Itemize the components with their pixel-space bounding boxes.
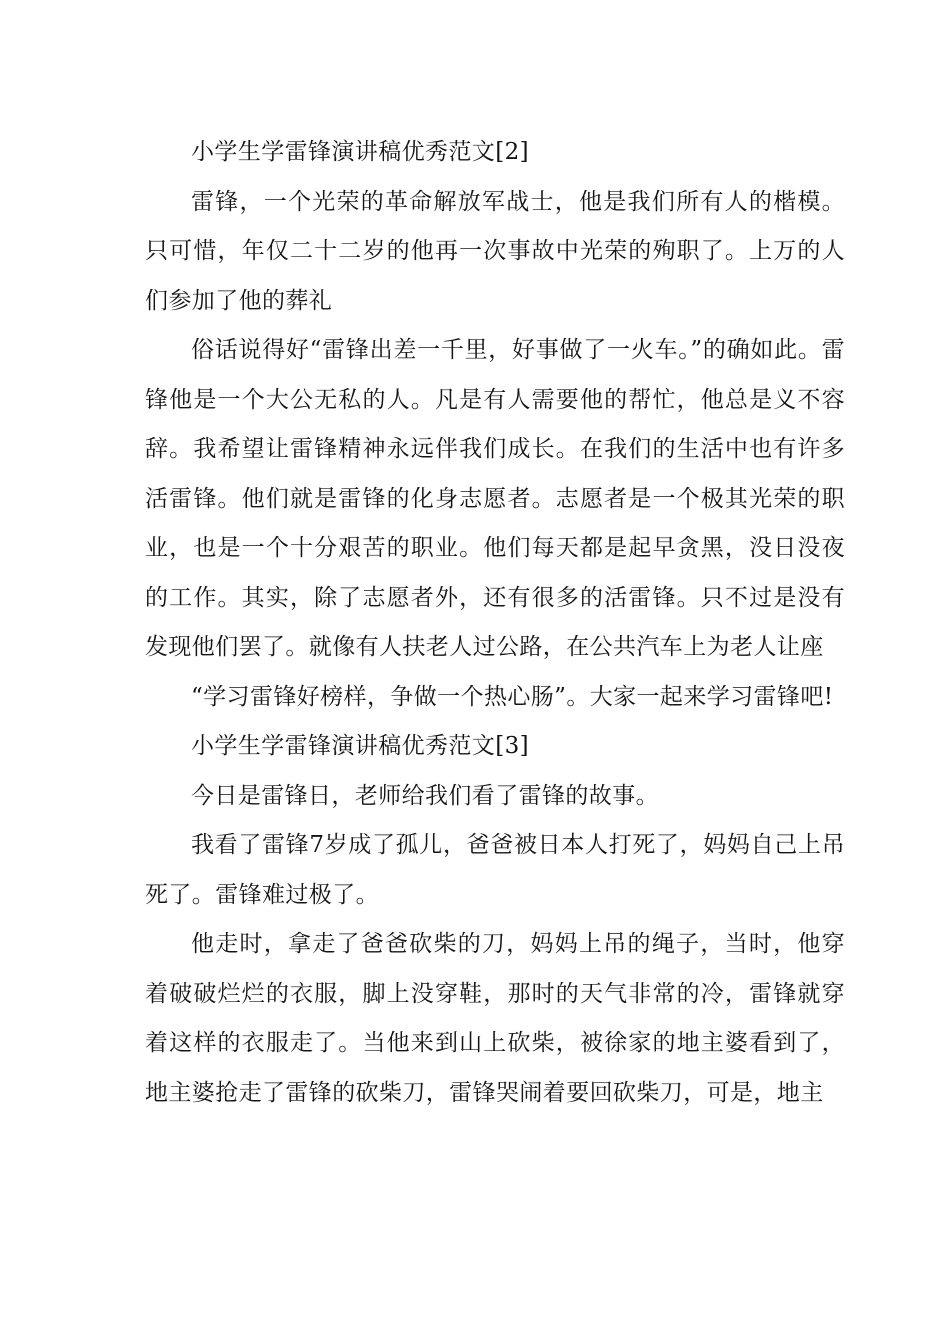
- paragraph: 我看了雷锋7岁成了孤儿，爸爸被日本人打死了，妈妈自己上吊死了。雷锋难过极了。: [145, 832, 845, 908]
- section-heading-3: 小学生学雷锋演讲稿优秀范文[3]: [191, 733, 529, 759]
- paragraph: 今日是雷锋日，老师给我们看了雷锋的故事。: [191, 782, 659, 809]
- document-body: [145, 128, 845, 1118]
- paragraph: 俗话说得好“雷锋出差一千里，好事做了一火车。”的确如此。雷锋他是一个大公无私的人。凡是有人需要他的帮忙，他总是义不容辞。我希望让雷锋精神永远伴我们成长。在我们的生活中也有许多活雷锋。他们就是雷锋的化身志愿者。志愿者是一个极其光荣的职业，也是一个十分艰苦的职业。他们每天都是起早贪黑，没日没夜的工作。其实，除了志愿者外，还有很多的活雷锋。只不过是没有发现他们罢了。就像有人扶老人过公路，在公共汽车上为老人让座: [145, 337, 845, 660]
- section-heading-2: 小学生学雷锋演讲稿优秀范文[2]: [191, 139, 529, 165]
- paragraph: 他走时，拿走了爸爸砍柴的刀，妈妈上吊的绳子，当时，他穿着破破烂烂的衣服，脚上没穿鞋，那时的天气非常的冷，雷锋就穿着这样的衣服走了。当他来到山上砍柴，被徐家的地主婆看到了，地主婆抢走了雷锋的砍柴刀，雷锋哭闹着要回砍柴刀，可是，地主: [145, 931, 845, 1106]
- paragraph: 雷锋，一个光荣的革命解放军战士，他是我们所有人的楷模。只可惜，年仅二十二岁的他再一次事故中光荣的殉职了。上万的人们参加了他的葬礼: [145, 188, 845, 314]
- paragraph: “学习雷锋好榜样，争做一个热心肠”。大家一起来学习雷锋吧!: [191, 683, 834, 710]
